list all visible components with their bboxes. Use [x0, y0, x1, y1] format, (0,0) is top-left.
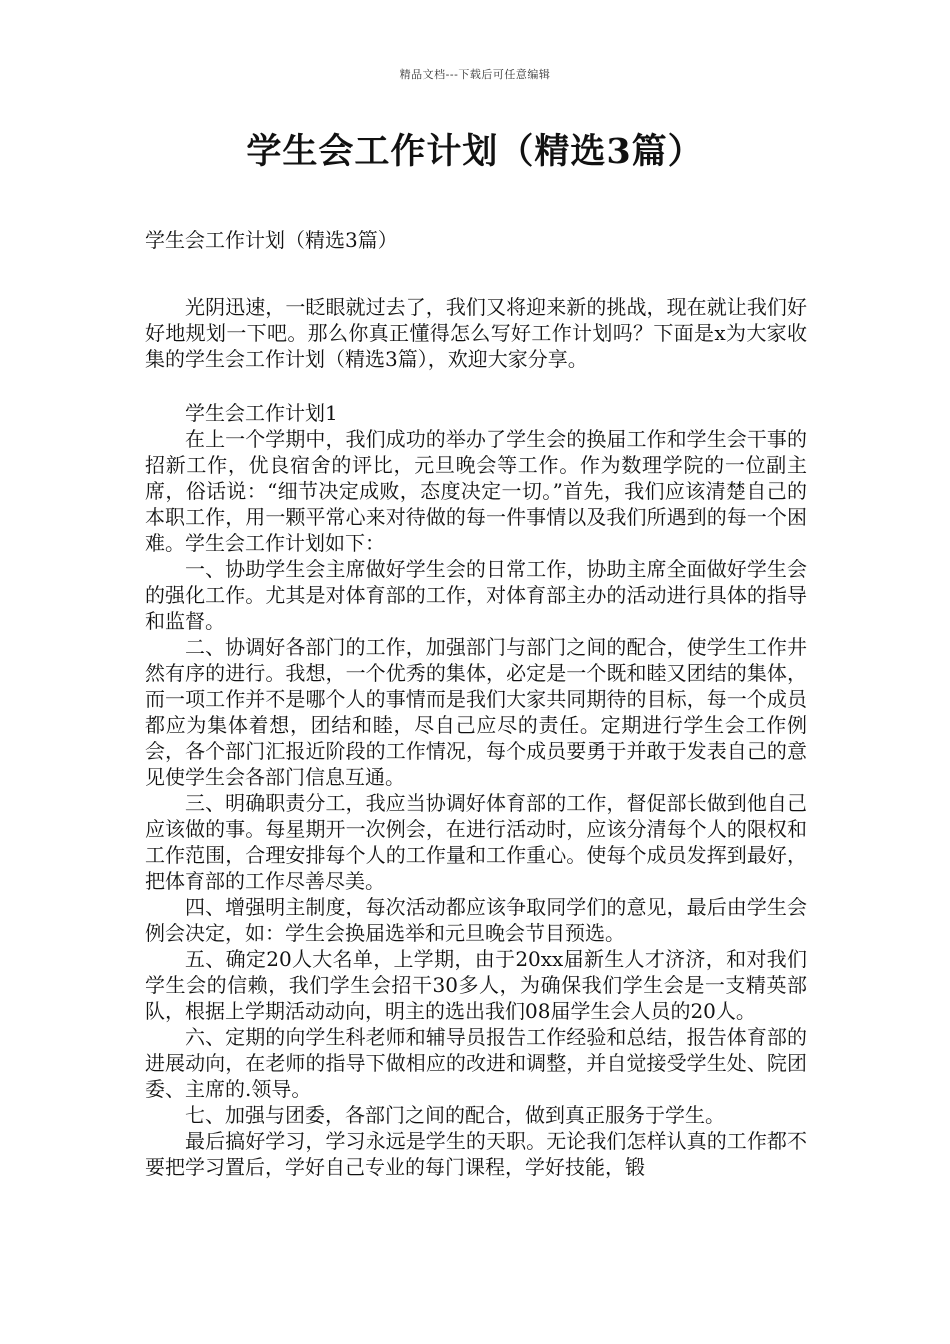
body-paragraph: 三、明确职责分工，我应当协调好体育部的工作，督促部长做到他自己应该做的事。每星期开一次例会，在进行活动时，应该分清每个人的限权和工作范围，合理安排每个人的工作量和工作重心。使每个成员发挥到最好，把体育部的工作尽善尽美。 [145, 791, 807, 893]
section-heading: 学生会工作计划1 [185, 401, 338, 425]
body-paragraph: 在上一个学期中，我们成功的举办了学生会的换届工作和学生会干事的招新工作，优良宿舍的评比，元旦晚会等工作。作为数理学院的一位副主席，俗话说：“细节决定成败，态度决定一切。”首先，我们应该清楚自己的本职工作，用一颗平常心来对待做的每一件事情以及我们所遇到的每一个困难。学生会工作计划如下： [145, 427, 807, 555]
body-paragraph: 一、协助学生会主席做好学生会的日常工作，协助主席全面做好学生会的强化工作。尤其是对体育部的工作，对体育部主办的活动进行具体的指导和监督。 [145, 557, 807, 633]
header-note: 精品文档---下载后可任意编辑 [399, 68, 551, 81]
body-paragraph: 二、协调好各部门的工作，加强部门与部门之间的配合，使学生工作井然有序的进行。我想，一个优秀的集体，必定是一个既和睦又团结的集体，而一项工作并不是哪个人的事情而是我们大家共同期待的目标，每一个成员都应为集体着想，团结和睦，尽自己应尽的责任。定期进行学生会工作例会，各个部门汇报近阶段的工作情况，每个成员要勇于并敢于发表自己的意见使学生会各部门信息互通。 [145, 635, 807, 789]
page-title: 学生会工作计划（精选3篇） [246, 131, 704, 172]
document-subtitle: 学生会工作计划（精选3篇） [145, 228, 398, 252]
body-paragraph: 六、定期的向学生科老师和辅导员报告工作经验和总结，报告体育部的进展动向，在老师的指导下做相应的改进和调整，并自觉接受学生处、院团委、主席的.领导。 [145, 1025, 807, 1101]
intro-paragraph: 光阴迅速，一眨眼就过去了，我们又将迎来新的挑战，现在就让我们好好地规划一下吧。那么你真正懂得怎么写好工作计划吗？下面是x为大家收集的学生会工作计划（精选3篇），欢迎大家分享。 [145, 295, 807, 371]
body-paragraph: 七、加强与团委，各部门之间的配合，做到真正服务于学生。 [185, 1103, 725, 1127]
body-paragraph: 四、增强明主制度，每次活动都应该争取同学们的意见，最后由学生会例会决定，如：学生会换届选举和元旦晚会节目预选。 [145, 895, 807, 945]
body-paragraph: 五、确定20人大名单，上学期，由于20xx届新生人才济济，和对我们学生会的信赖，我们学生会招干30多人，为确保我们学生会是一支精英部队，根据上学期活动动向，明主的选出我们08届学生会人员的20人。 [145, 947, 807, 1023]
document-body [145, 294, 807, 1180]
body-paragraph: 最后搞好学习，学习永远是学生的天职。无论我们怎样认真的工作都不要把学习置后，学好自己专业的每门课程，学好技能，锻 [145, 1129, 807, 1179]
